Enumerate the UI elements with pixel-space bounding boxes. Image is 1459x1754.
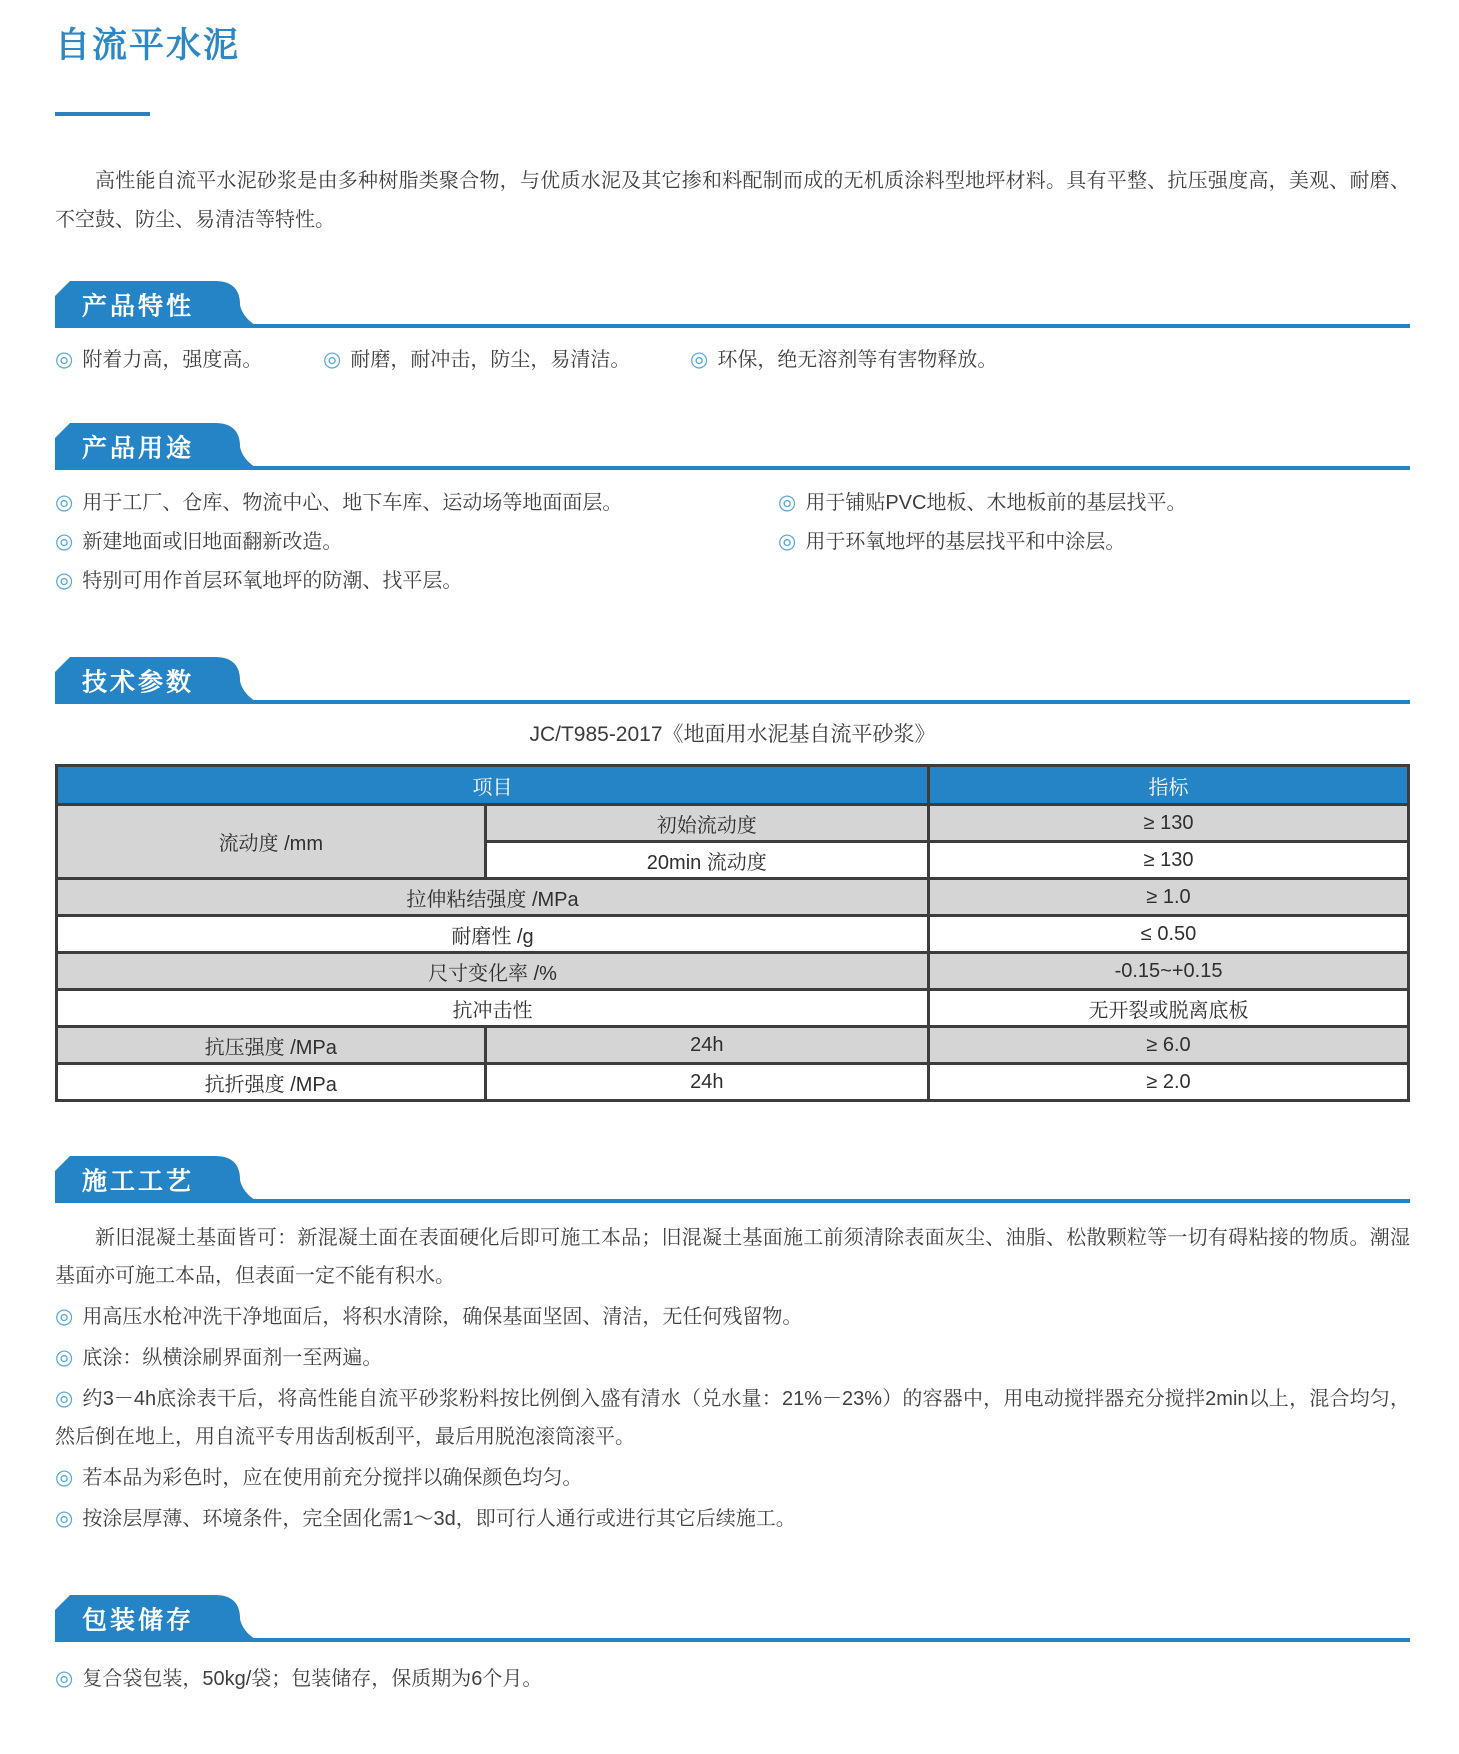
bullet-icon: ◎	[323, 348, 342, 371]
cell-flow-sub1: 初始流动度	[485, 805, 928, 842]
list-item-text: 特别可用作首层环氧地坪的防潮、找平层。	[82, 570, 463, 592]
list-item	[55, 1459, 1410, 1497]
cell-flexural-time: 24h	[485, 1064, 928, 1101]
section-underline	[55, 1638, 1410, 1642]
section-banner-process	[55, 1156, 1410, 1203]
section-heading-packaging: 包装储存	[82, 1605, 195, 1634]
cell-flexural-val: ≥ 2.0	[929, 1064, 1409, 1101]
list-item-text: 若本品为彩色时，应在使用前充分搅拌以确保颜色均匀。	[82, 1467, 583, 1489]
list-item	[778, 527, 1410, 557]
list-item	[690, 345, 997, 375]
cell-flow-val2: ≥ 130	[929, 842, 1409, 879]
cell-compressive-val: ≥ 6.0	[929, 1027, 1409, 1064]
list-item-text: 用高压水枪冲洗干净地面后，将积水清除，确保基面坚固、清洁，无任何残留物。	[82, 1306, 803, 1328]
uses-right-column	[778, 488, 1410, 605]
bullet-icon: ◎	[778, 530, 797, 553]
bullet-icon: ◎	[55, 1346, 74, 1369]
list-item	[55, 488, 778, 518]
section-packaging	[55, 1595, 1410, 1694]
list-item	[55, 1298, 1410, 1336]
title-underline	[55, 112, 150, 116]
section-banner-features	[55, 281, 1410, 328]
section-banner-packaging	[55, 1595, 1410, 1642]
bullet-icon: ◎	[55, 1667, 74, 1690]
list-item	[55, 566, 778, 596]
cell-abrasion-label: 耐磨性 /g	[57, 916, 929, 953]
list-item	[55, 1339, 1410, 1377]
list-item	[55, 527, 778, 557]
table-caption: JC/T985-2017《地面用水泥基自流平砂浆》	[529, 723, 936, 746]
cell-flow-sub2: 20min 流动度	[485, 842, 928, 879]
table-row	[57, 916, 1409, 953]
list-item	[323, 345, 690, 375]
cell-abrasion-val: ≤ 0.50	[929, 916, 1409, 953]
bullet-icon: ◎	[778, 491, 797, 514]
section-underline	[55, 700, 1410, 704]
bullet-icon: ◎	[55, 530, 74, 553]
list-item-text: 用于铺贴PVC地板、木地板前的基层找平。	[805, 492, 1187, 514]
table-row	[57, 1064, 1409, 1101]
bullet-icon: ◎	[55, 569, 74, 592]
features-list	[55, 345, 1410, 375]
section-features	[55, 281, 1410, 375]
cell-compressive-time: 24h	[485, 1027, 928, 1064]
cell-compressive-label: 抗压强度 /MPa	[57, 1027, 486, 1064]
list-item-text: 环保，绝无溶剂等有害物释放。	[717, 349, 998, 371]
list-item	[55, 345, 323, 375]
list-item-text: 用于环氧地坪的基层找平和中涂层。	[805, 531, 1126, 553]
bullet-icon: ◎	[55, 1387, 74, 1410]
table-row	[57, 879, 1409, 916]
bullet-icon: ◎	[55, 348, 74, 371]
cell-tensile-val: ≥ 1.0	[929, 879, 1409, 916]
bullet-icon: ◎	[55, 1466, 74, 1489]
section-heading-features: 产品特性	[82, 291, 195, 320]
section-underline	[55, 1199, 1410, 1203]
list-item-text: 用于工厂、仓库、物流中心、地下车库、运动场等地面面层。	[82, 492, 623, 514]
cell-impact-label: 抗冲击性	[57, 990, 929, 1027]
table-row	[57, 1027, 1409, 1064]
section-underline	[55, 466, 1410, 470]
list-item-text: 耐磨，耐冲击，防尘，易清洁。	[350, 349, 631, 371]
table-row	[57, 990, 1409, 1027]
list-item-text: 底涂：纵横涂刷界面剂一至两遍。	[82, 1347, 383, 1369]
uses-left-column	[55, 488, 778, 605]
section-heading-tech: 技术参数	[82, 667, 195, 696]
section-banner-uses	[55, 423, 1410, 470]
bullet-icon: ◎	[690, 348, 709, 371]
list-item-text: 约3－4h底涂表干后，将高性能自流平砂浆粉料按比例倒入盛有清水（兑水量：21%－23%）的容器中，用电动搅拌器充分搅拌2min以上，混合均匀，然后倒在地上，用自流平专用齿刮板刮平，最后用脱泡滚筒滚平。	[55, 1388, 1410, 1448]
section-process	[55, 1156, 1410, 1538]
cell-flexural-label: 抗折强度 /MPa	[57, 1064, 486, 1101]
list-item	[55, 1500, 1410, 1538]
cell-flow-label: 流动度 /mm	[57, 805, 486, 879]
list-item	[55, 1380, 1410, 1456]
bullet-icon: ◎	[55, 1507, 74, 1530]
section-underline	[55, 324, 1410, 328]
list-item-text: 复合袋包装，50kg/袋；包装储存，保质期为6个月。	[82, 1668, 543, 1690]
table-header-index: 指标	[929, 766, 1409, 805]
section-banner-tech	[55, 657, 1410, 704]
list-item-text: 新建地面或旧地面翻新改造。	[82, 531, 343, 553]
section-uses	[55, 423, 1410, 605]
uses-columns	[55, 488, 1410, 605]
list-item-text: 附着力高，强度高。	[82, 349, 263, 371]
table-row	[57, 805, 1409, 842]
cell-flow-val1: ≥ 130	[929, 805, 1409, 842]
table-header-item: 项目	[57, 766, 929, 805]
bullet-icon: ◎	[55, 1305, 74, 1328]
cell-dimension-val: -0.15~+0.15	[929, 953, 1409, 990]
section-tech	[55, 657, 1410, 1102]
list-item	[778, 488, 1410, 518]
spec-table	[55, 764, 1410, 1102]
table-header-row	[57, 766, 1409, 805]
list-item	[55, 1664, 1410, 1694]
list-item-text: 按涂层厚薄、环境条件，完全固化需1～3d，即可行人通行或进行其它后续施工。	[82, 1508, 796, 1530]
section-heading-uses: 产品用途	[82, 433, 195, 462]
cell-impact-val: 无开裂或脱离底板	[929, 990, 1409, 1027]
bullet-icon: ◎	[55, 491, 74, 514]
intro-paragraph: 高性能自流平水泥砂浆是由多种树脂类聚合物，与优质水泥及其它掺和料配制而成的无机质涂料型地坪材料。具有平整、抗压强度高，美观、耐磨、不空鼓、防尘、易清洁等特性。	[55, 170, 1410, 231]
cell-tensile-label: 拉伸粘结强度 /MPa	[57, 879, 929, 916]
table-row	[57, 953, 1409, 990]
cell-dimension-label: 尺寸变化率 /%	[57, 953, 929, 990]
page-title: 自流平水泥	[55, 26, 241, 65]
section-heading-process: 施工工艺	[82, 1166, 195, 1195]
process-intro: 新旧混凝土基面皆可：新混凝土面在表面硬化后即可施工本品；旧混凝土基面施工前须清除表面灰尘、油脂、松散颗粒等一切有碍粘接的物质。潮湿基面亦可施工本品，但表面一定不能有积水。	[55, 1227, 1410, 1287]
